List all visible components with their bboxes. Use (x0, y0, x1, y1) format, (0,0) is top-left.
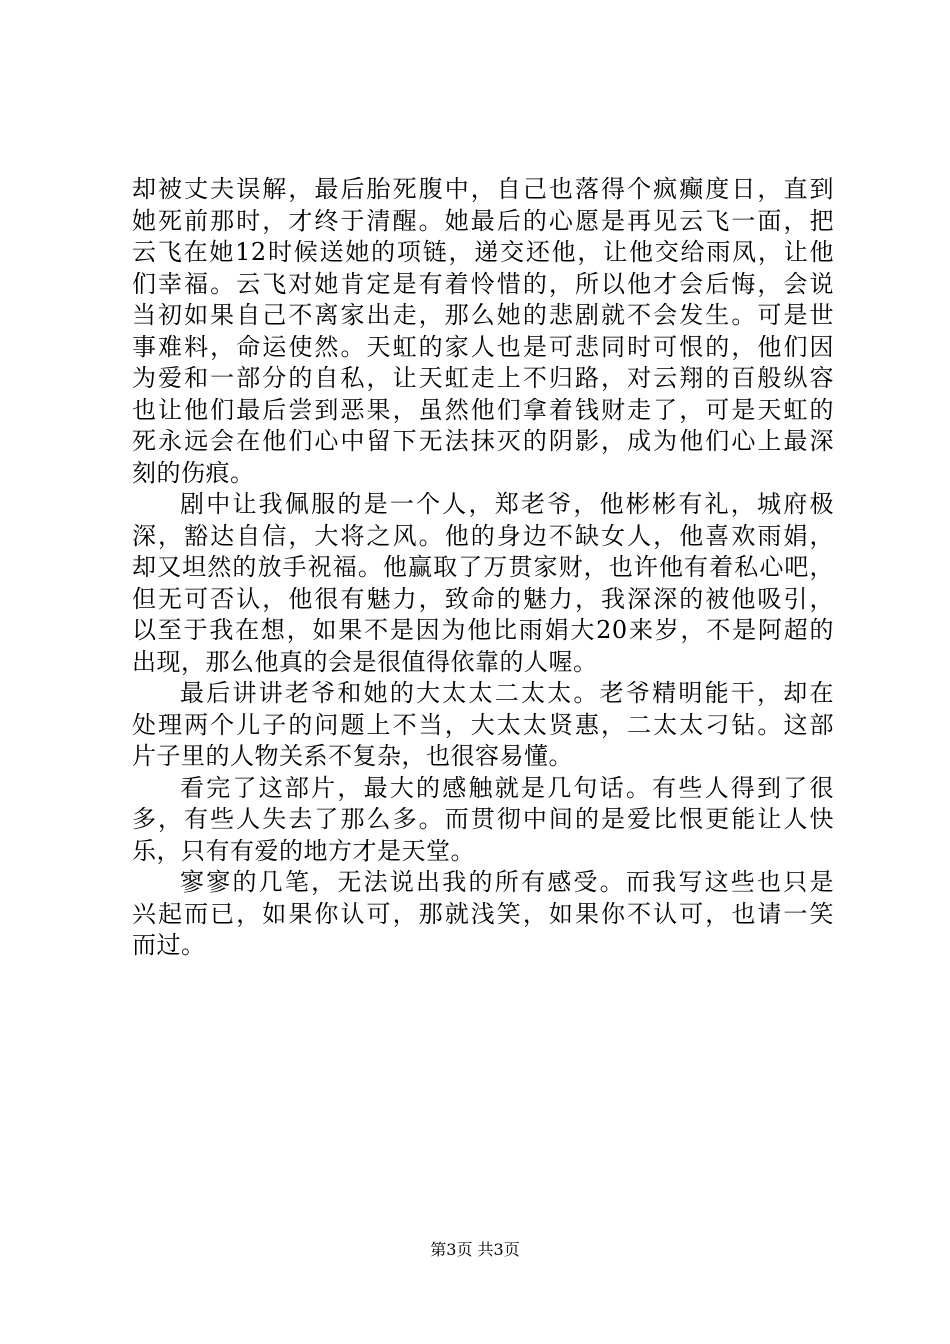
paragraph (132, 489, 834, 678)
text-line: 看完了这部片，最大的感触就是几句话。有些人得到了很 (180, 773, 834, 802)
text-line: 乐，只有有爱的地方才是天堂。 (132, 836, 475, 865)
paragraph (132, 867, 834, 962)
page-footer (0, 1240, 950, 1260)
text-line: 死永远会在他们心中留下无法抹灭的阴影，成为他们心上最深 (132, 427, 834, 455)
page-number-label: 第3页 共3页 (430, 1240, 520, 1259)
text-line: 深，豁达自信，大将之风。他的身边不缺女人，他喜欢雨娟， (132, 521, 834, 550)
paragraph (132, 678, 834, 773)
text-line: 刻的伤痕。 (132, 458, 255, 487)
text-line: 为爱和一部分的自私，让天虹走上不归路，对云翔的百般纵容 (132, 364, 834, 392)
text-line: 多，有些人失去了那么多。而贯彻中间的是爱比恨更能让人快 (132, 805, 834, 833)
text-line: 但无可否认，他很有魅力，致命的魅力，我深深的被他吸引， (132, 584, 834, 613)
text-line: 兴起而已，如果你认可，那就浅笑，如果你不认可，也请一笑 (132, 899, 834, 928)
paragraph (132, 174, 834, 489)
text-line: 却被丈夫误解，最后胎死腹中，自己也落得个疯癫度日，直到 (132, 175, 834, 203)
text-line: 也让他们最后尝到恶果，虽然他们拿着钱财走了，可是天虹的 (132, 395, 834, 424)
text-line: 剧中让我佩服的是一个人，郑老爷，他彬彬有礼，城府极 (180, 490, 834, 518)
text-line: 她死前那时，才终于清醒。她最后的心愿是再见云飞一面，把 (132, 206, 834, 235)
text-line: 却又坦然的放手祝福。他赢取了万贯家财，也许他有着私心吧， (132, 553, 834, 581)
text-line: 处理两个儿子的问题上不当，大太太贤惠，二太太刁钻。这部 (132, 710, 834, 739)
text-line: 当初如果自己不离家出走，那么她的悲剧就不会发生。可是世 (132, 301, 834, 329)
text-line: 云飞在她12时候送她的项链，递交还他，让他交给雨凤，让他 (132, 238, 834, 266)
text-line: 事难料，命运使然。天虹的家人也是可悲同时可恨的，他们因 (132, 332, 834, 361)
text-line: 最后讲讲老爷和她的大太太二太太。老爷精明能干，却在 (180, 679, 834, 707)
paragraph (132, 773, 834, 868)
text-line: 们幸福。云飞对她肯定是有着怜惜的，所以他才会后悔，会说 (132, 269, 834, 298)
text-line: 以至于我在想，如果不是因为他比雨娟大20来岁，不是阿超的 (132, 616, 834, 644)
text-line: 而过。 (132, 931, 206, 959)
document-body (132, 174, 834, 962)
text-line: 寥寥的几笔，无法说出我的所有感受。而我写这些也只是 (180, 868, 834, 896)
text-line: 片子里的人物关系不复杂，也很容易懂。 (132, 742, 573, 770)
text-line: 出现，那么他真的会是很值得依靠的人喔。 (132, 647, 598, 676)
